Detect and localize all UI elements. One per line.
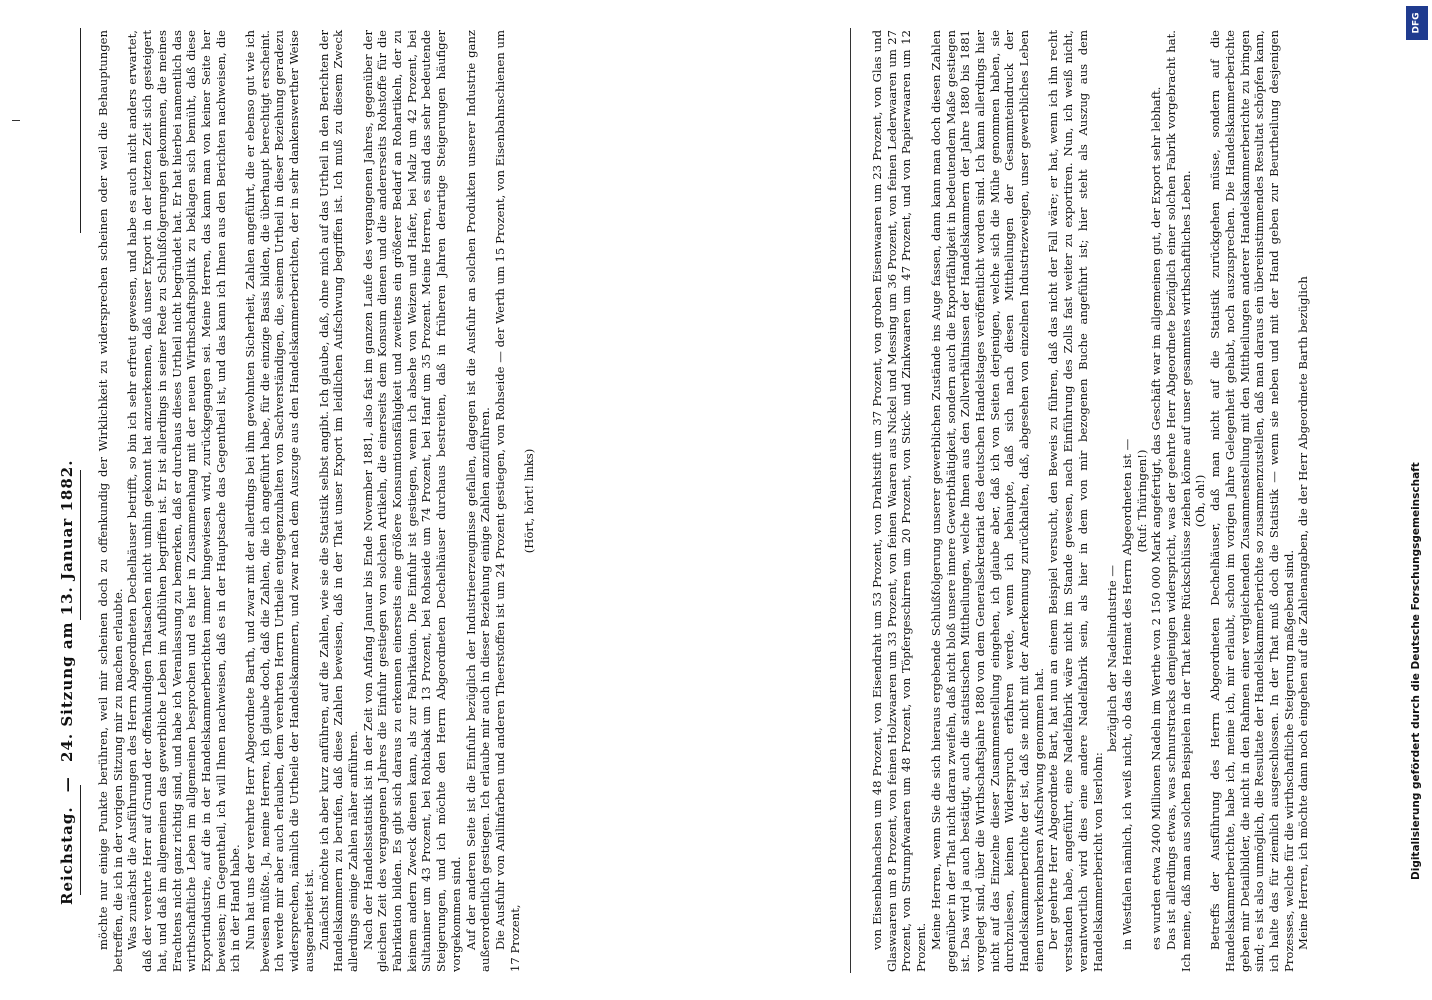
paragraph: Nach der Handelsstatistik ist in der Zeit von Anfang Januar bis Ende November 1881, also fast im ganzen Laufe des vergangenen Jahres, gegenüber der gleichen Zeit des vergangenen Jahres die Einfuhr gestiegen von solchen Artikeln, die einerseits dem Konsum dienen und die andererseits Rohstoffe für die Fabrikation bilden. Es gibt sich daraus zu erkennen einerseits eine größere Konsumtionsfähigkeit und zweitens ein größerer Bedarf an Rohartikeln, der zu keinem andern Zweck dienen kann, als zur Fabrikation. Die Einfuhr ist gestiegen, wenn ich absehe von Weizen und Hafer, bei Malz um 42 Prozent, bei Sultaniner um 43 Prozent, bei Rohtabak um 13 Prozent, bei Rohseide um 74 Prozent, bei Hanf um 35 Prozent. Meine Herren, es sind das sehr bedeutende Steigerungen, und ich möchte den Herrn Abgeordneten Dechelhäuser durchaus bestreiten, daß in früheren Jahren derartige Steigerungen häufiger vorgekommen sind. (360, 30, 463, 972)
paragraph: Was zunächst die Ausführungen des Herrn Abgeordneten Dechelhäuser betrifft, so bin ich sehr erfreut gewesen, und habe es auch nicht anders erwartet, daß der verehrte Herr auf Grund der offenkundigen Thatsachen nicht umhin gekonnt hat anzuerkennen, daß unser Export in der letzten Zeit sich gesteigert hat, und daß im allgemeinen das gewerbliche Leben im Aufblühen begriffen ist. Er ist allerdings in seiner Rede zu Schlußfolgerungen gekommen, die meines Erachtens nicht ganz richtig sind, und habe ich Veranlassung zu bemerken, daß er durchaus dieses Urtheil nicht begründet hat. Er hat hierbei namentlich das wirthschaftliche Leben im allgemeinen besprochen und es hier in Zusammenhang mit der neuen Wirthschaftspolitik zu beklagen sich bemüht, daß diese Exportindustrie, auf die in der Handelskammerberichten immer hingewiesen wird, zurückgegangen sei. Meine Herren, das kann man von keiner Seite her beweisen; im Gegentheil, ich will Ihnen nachweisen, daß es in der Hauptsache das Gegentheil ist, und das kann ich Ihnen aus den Berichten nachweisen, die ich in der Hand habe. (125, 30, 243, 972)
paragraph: möchte nur einige Punkte berühren, weil mir scheinen doch zu offenkundig der Wirklichkeit zu widersprechen scheinen oder weil die Behauptungen betreffen, die ich in der vorigen Sitzung mir zu machen erlaubte. (96, 30, 125, 972)
paragraph: Die Ausfuhr von Anilinfarben und anderen Theerstoffen ist um 24 Prozent gestiegen, von Rohseide — der Werth um 15 Prozent, von Eisenbahnschienen um 17 Prozent, (492, 30, 522, 972)
page-header (58, 0, 76, 905)
header-rule-left (80, 785, 81, 895)
interjection: (Oh, oh!) (1193, 474, 1208, 528)
interjection: (Hört, hört! links) (522, 448, 537, 554)
paragraph: Auf der anderen Seite ist die Einfuhr bezüglich der Industrieerzeugnisse gefallen, dagegen ist die Ausfuhr an solchen Produkten unserer Industrie ganz außerordentlich gestiegen. Ich erlaube mir auch in dieser Beziehung einige Zahlen anzuführen. (463, 30, 493, 972)
paragraph: Das ist allerdings etwas, was schnurstracks demjenigen widerspricht, was der geehrte Herr Abgeordnete bezüglich einer solchen Fabrik vorgebracht hat. Ich meine, daß man aus solchen Beispielen in der That keine Rückschlüsse ziehen könne auf unser gesammtes wirthschaftliches Leben. (1164, 30, 1193, 972)
quote-line: bezüglich der Nadelindustrie — (1105, 565, 1120, 752)
header-session: 24. Sitzung am 13. Januar 1882. (58, 459, 76, 762)
paragraph: Betreffs der Ausführung des Herrn Abgeordneten Dechelhäuser, daß man nicht auf die Statistik zurückgehen müsse, sondern auf die Handelskammerberichte, habe ich, meine ich, mir erlaubt, schon im vorigen Jahre Gelegenheit gehabt, noch auszusprechen. Die Handelskammerberichte geben mir Detailbilder, die nicht in den Rahmen einer vergleichenden Zusammenstellung mit den Mittheilungen anderer Handelskammerberichte zu bringen sind; es ist also unmöglich, die Resultate der Handelskammerberichte so zusammenzustellen, daß man daraus ein übereinstimmendes Resultat schöpfen kann, ich halte das für ziemlich ausgeschlossen. In der That muß doch die Statistik — wenn sie neben und mit der Hand geben zur Beurtheilung desjenigen Prozesses, welche für die wirthschaftliche Steigerung maßgebend sind. (1208, 30, 1296, 972)
interjection: (Ruf: Thüringen!) (1134, 449, 1149, 553)
left-text-column (96, 30, 836, 972)
paragraph: Meine Herren, wenn Sie die sich hieraus ergebende Schlußfolgerung unserer gewerblichen Zustände ins Auge fassen, dann kann man doch diesen Zahlen gegenüber in der That nicht daran zweifeln, daß nicht bloß unsere innere Gewerbthätigkeit, sondern auch die Exportfähigkeit in bedeutendem Maße gestiegen ist. Das wird ja auch bestätigt, auch die statistischen Mittheilungen, welche Ihnen aus den Zollverhältnissen der Handelskammern der Jahre 1880 bis 1881 vorgelegt sind, über die Wirthschaftsjahre 1880 von dem Generalsekretariat des deutschen Handelstages veröffentlicht worden sind. Ich kann allerdings hier nicht auf das Einzelne dieser Zusammenstellung eingehen, ich glaube aber, daß ich von Seiten derjenigen, welche sich die Mühe genommen haben, sie durchzulesen, keinen Widerspruch erfahren werde, wenn ich behaupte, daß sich nach diesen Mittheilungen der Gesammteindruck der Handelskammerberichte der ist, daß sie nicht mit der Anerkennung zurückhalten, daß, abgesehen von einzelnen Industriezweigen, unser gewerbliches Leben einen unverkennbaren Aufschwung genommen hat. (928, 30, 1046, 972)
paragraph: in Westfalen nämlich, ich weiß nicht, ob das die Heimat des Herrn Abgeordneten ist — (1119, 438, 1134, 950)
paragraph: Meine Herren, ich möchte dann noch eingehen auf die Zahlenangaben, die der Herr Abgeordnete Barth bezüglich (1296, 276, 1311, 950)
dfg-credit: Digitalisierung gefördert durch die Deutsche Forschungsgemeinschaft (1410, 462, 1422, 880)
paragraph: es wurden etwa 2400 Millionen Nadeln im Werthe von 2 150 000 Mark angefertigt, das Geschäft war im allgemeinen gut, der Export sehr lebhaft. (1149, 86, 1164, 950)
dfg-logo: DFG (1406, 6, 1428, 40)
paragraph: Der geehrte Herr Abgeordnete Bart, hat nun an einem Beispiel versucht, den Beweis zu führen, daß das nicht der Fall wäre; er hat, wenn ich ihn recht verstanden habe, angeführt, eine Nadelfabrik wäre nicht im Stande gewesen, nach Einführung des Zolls fast weiter zu exportiren. Nun, ich weiß nicht, verantwortlich wird dies eine andere Nadelfabrik sein, als hier in dem von mir bezogenen Buche angeführt ist; hier steht als Auszug aus dem Handelskammerbericht von Iserlohn: (1046, 30, 1105, 972)
column-divider (850, 28, 851, 973)
header-reichstag: Reichstag. (58, 806, 76, 905)
header-rule-right (80, 28, 81, 233)
paragraph: Nun hat uns der verehrte Herr Abgeordnete Barth, und zwar mit der allerdings bei ihm gewohnten Sicherheit, Zahlen angeführt, die er ebenso gut wie ich beweisen müßte. Ja, meine Herren, ich glaube doch, daß die Zahlen, die ich angeführt habe, für die einzige Basis bilden, die überhaupt berechtigt erscheint. Ich werde mir aber auch erlauben, dem verehrten Herrn Urtheile entgegenzuhalten von Sachverständigen, die, seinem Urtheil in dieser Beziehung geradezu widersprechen, nämlich die Urtheile der Handelskammern, und zwar nach dem Auszuge aus den Handelskammerberichten, der in sehr dankenswerther Weise ausgearbeitet ist. (243, 30, 316, 972)
paragraph: Zunächst möchte ich aber kurz anführen, auf die Zahlen, wie sie die Statistik selbst angibt. Ich glaube, daß, ohne mich auf das Urtheil in den Berichten der Handelskammern zu berufen, daß diese Zahlen beweisen, daß in der That unser Export im leidlichen Aufschwung begriffen ist. Ich muß zu diesem Zweck allerdings einige Zahlen näher anführen. (316, 30, 360, 972)
header-rule-mid (80, 470, 81, 620)
paragraph: von Eisenbahnachsen um 48 Prozent, von Eisendraht um 53 Prozent, von Drahtstift um 37 Prozent, von groben Eisenwaaren um 23 Prozent, von Glas und Glaswaaren um 8 Prozent, von feinen Holzwaaren um 33 Prozent, von feinen Waaren aus Nickel und Messing um 36 Prozent, von feinen Lederwaaren um 27 Prozent, von Strumpfwaaren um 48 Prozent, von Töpfergeschirren um 20 Prozent, von Stick- und Zinkwaaren um 47 Prozent, und von Papierwaaren um 12 Prozent. (870, 30, 929, 972)
margin-mark (12, 120, 20, 121)
right-text-column (870, 30, 1430, 972)
header-dash: — (58, 776, 76, 793)
